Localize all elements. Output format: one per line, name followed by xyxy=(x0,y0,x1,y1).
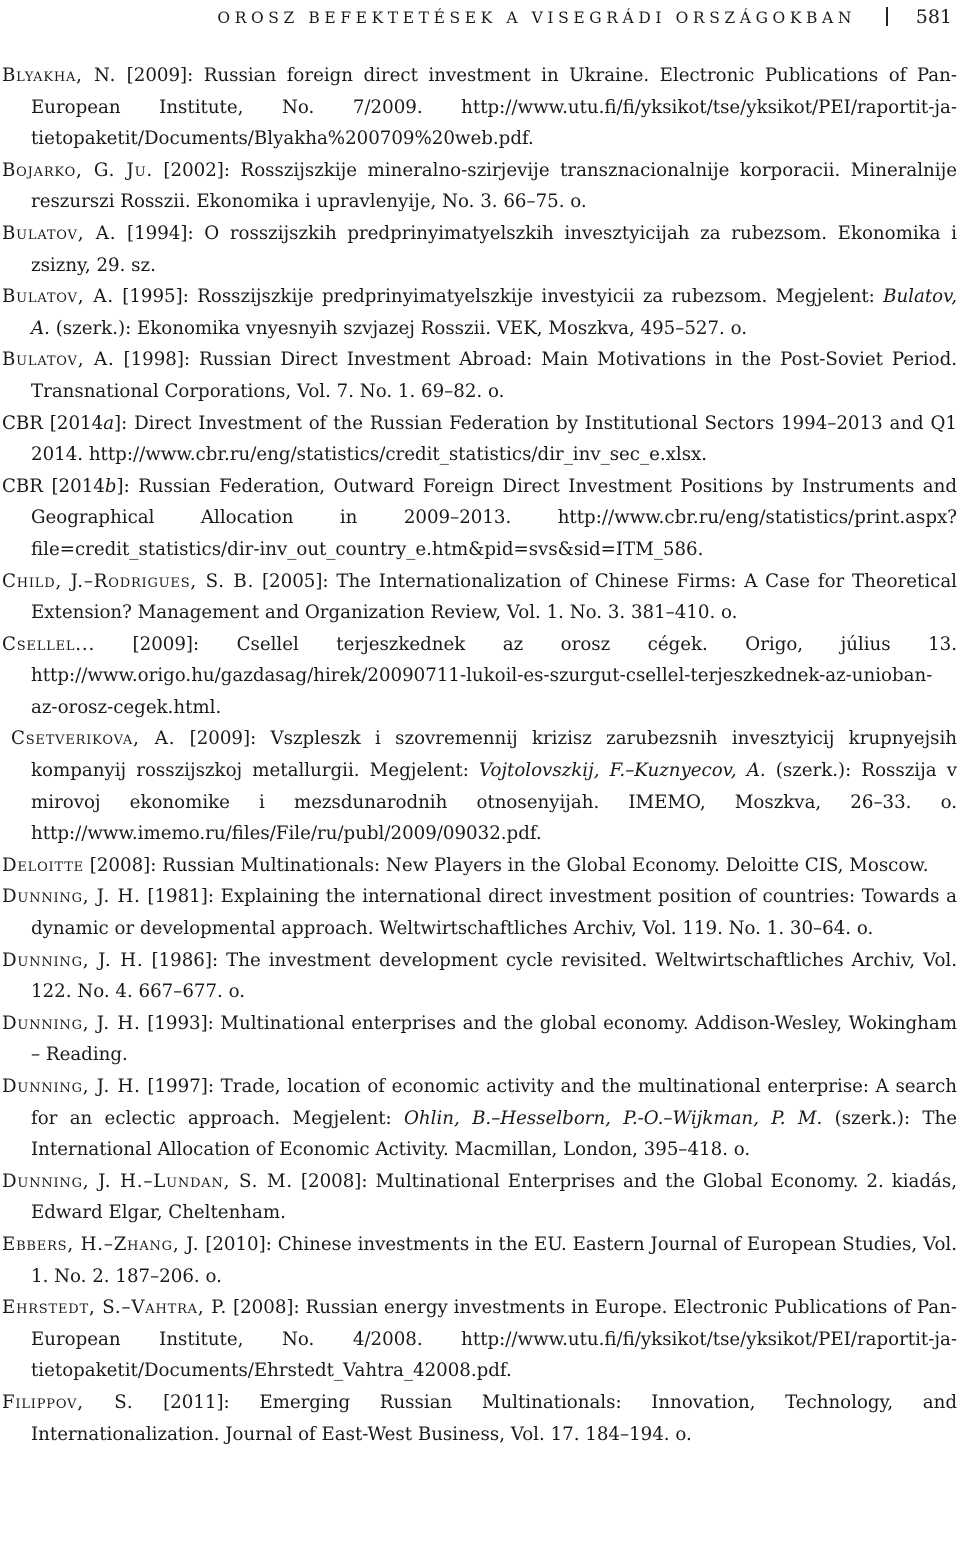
reference-entry xyxy=(2,723,957,849)
reference-author: Csellel... xyxy=(2,633,96,655)
reference-author: Filippov, S. xyxy=(2,1391,134,1413)
reference-entry xyxy=(2,1229,957,1292)
reference-entry xyxy=(2,850,957,882)
reference-entry xyxy=(2,344,957,407)
reference-text: [1981]: Explaining the international direct investment position of countries: Towards a dynamic or developmental approach. Weltwirtschaftliches Archiv, Vol. 119. No. 1. 30–64. o. xyxy=(31,886,957,940)
reference-entry xyxy=(2,1292,957,1387)
reference-entry xyxy=(2,155,957,218)
reference-author: Bulatov, A. xyxy=(2,286,114,308)
reference-author: Dunning, J. H. xyxy=(2,886,141,908)
reference-entry xyxy=(2,1071,957,1166)
reference-text: (szerk.): Ekonomika vnyesnyih szvjazej Rosszii. VEK, Moszkva, 495–527. o. xyxy=(49,317,748,339)
reference-text: [2008]: Russian Multinationals: New Players in the Global Economy. Deloitte CIS, Moscow. xyxy=(83,854,929,876)
reference-editor: Ohlin, B.–Hesselborn, P.-O.–Wijkman, P. M. xyxy=(404,1107,823,1129)
reference-entry xyxy=(2,881,957,944)
reference-entry xyxy=(2,1387,957,1450)
reference-text: [2009]: Russian foreign direct investment in Ukraine. Electronic Publications of Pan-European Institute, No. 7/2009. http://www.utu.fi/fi/yksikot/tse/yksikot/PEI/raportit-ja-tietopaketit/Documents/Blyakha%200709%20web.pdf. xyxy=(31,65,957,150)
reference-entry xyxy=(2,566,957,629)
reference-entry xyxy=(2,60,957,155)
reference-suffix: a xyxy=(103,412,115,434)
reference-text: [2008]: Multinational Enterprises and the Global Economy. 2. kiadás, Edward Elgar, Cheltenham. xyxy=(31,1170,957,1224)
reference-suffix: b xyxy=(104,475,117,497)
reference-text: [1997]: Trade, location of economic activity and the multinational enterprise: A search for an eclectic approach. Megjelent: xyxy=(31,1076,957,1129)
reference-editor: Vojtolovszkij, F.–Kuznyecov, A. xyxy=(478,760,766,782)
reference-entry xyxy=(2,945,957,1008)
reference-entry xyxy=(2,1166,957,1229)
reference-text: [2002]: Rosszijszkije mineralno-szirjevije transznacionalnije korporacii. Mineralnije reszurszi Rosszii. Ekonomika i upravlenyije, No. 3. 66–75. o. xyxy=(31,159,957,213)
reference-entry xyxy=(2,408,957,471)
header-divider xyxy=(886,7,888,26)
running-title: OROSZ BEFEKTETÉSEK A VISEGRÁDI ORSZÁGOKBAN xyxy=(217,9,856,27)
page-header xyxy=(0,6,960,30)
reference-lead: CBR [2014 xyxy=(2,475,105,497)
reference-author: Dunning, J. H.–Lundan, S. M. xyxy=(2,1170,293,1192)
reference-editor: Bulatov, A. xyxy=(31,286,957,339)
reference-text: [1986]: The investment development cycle revisited. Weltwirtschaftliches Archiv, Vol. 122. No. 4. 667–677. o. xyxy=(31,949,957,1003)
reference-author: Csetverikova, A. xyxy=(11,728,176,750)
reference-text: [2011]: Emerging Russian Multinationals: Innovation, Technology, and Internationalization. Journal of East-West Business, Vol. 17. 184–194. o. xyxy=(31,1391,958,1445)
reference-text: [1995]: Rosszijszkije predprinyimatyelszkije investyicii za rubezsom. Megjelent: xyxy=(113,286,884,308)
reference-entry xyxy=(2,1008,957,1071)
reference-text: [1998]: Russian Direct Investment Abroad: Main Motivations in the Post-Soviet Period. Transnational Corporations, Vol. 7. No. 1. 69–82. o. xyxy=(31,349,957,402)
reference-author: Child, J.–Rodrigues, S. B. xyxy=(2,570,255,592)
reference-entry xyxy=(2,281,957,344)
reference-entry xyxy=(2,471,957,566)
reference-author: Bulatov, A. xyxy=(2,222,117,244)
reference-text: [1993]: Multinational enterprises and the global economy. Addison-Wesley, Wokingham – Reading. xyxy=(31,1012,957,1066)
reference-text: [2009]: Csellel terjeszkednek az orosz cégek. Origo, július 13. http://www.origo.hu/gazdasag/hirek/20090711-lukoil-es-szurgut-csellel-terjeszkednek-az-unioban-az-orosz-cegek.html. xyxy=(31,633,957,718)
reference-author: Dunning, J. H. xyxy=(2,949,144,971)
reference-text: [2010]: Chinese investments in the EU. Eastern Journal of European Studies, Vol. 1. No. 2. 187–206. o. xyxy=(31,1233,957,1287)
reference-author: Dunning, J. H. xyxy=(2,1012,141,1034)
reference-text: [2009]: Vszpleszk i szovremennij krizisz zarubezsnih invesztyicij krupnyejsih kompanyij rosszijszkoj metallurgii. Megjelent: xyxy=(31,728,957,782)
reference-author: Deloitte xyxy=(2,854,84,876)
reference-author: Ehrstedt, S.–Vahtra, P. xyxy=(2,1297,228,1319)
reference-author: Bojarko, G. Ju. xyxy=(2,159,153,181)
page-number: 581 xyxy=(915,6,952,28)
reference-lead: CBR [2014 xyxy=(2,412,104,434)
reference-entry xyxy=(2,218,957,281)
reference-text: [1994]: O rosszijszkih predprinyimatyelszkih invesztyicijah za rubezsom. Ekonomika i zsizny, 29. sz. xyxy=(31,222,957,276)
reference-text: (szerk.): Rosszija v mirovoj ekonomike i mezsdunarodnih otnosenyijah. IMEMO, Moszkva, 26–33. o. http://www.imemo.ru/files/File/ru/publ/2009/09032.pdf. xyxy=(31,760,957,845)
reference-author: Bulatov, A. xyxy=(2,349,115,371)
reference-text: ]: Russian Federation, Outward Foreign Direct Investment Positions by Instruments and Geographical Allocation in 2009–2013. http://www.cbr.ru/eng/statistics/print.aspx?file=credit_statistics/dir-inv_out_country_e.htm&pid=svs&sid=ITM_586. xyxy=(31,475,958,560)
reference-text: ]: Direct Investment of the Russian Federation by Institutional Sectors 1994–2013 and Q1 2014. http://www.cbr.ru/eng/statistics/credit_statistics/dir_inv_sec_e.xlsx. xyxy=(31,412,957,466)
reference-list xyxy=(0,60,960,1450)
reference-text: [2005]: The Internationalization of Chinese Firms: A Case for Theoretical Extension? Management and Organization Review, Vol. 1. No. 3. 381–410. o. xyxy=(31,570,958,624)
reference-entry xyxy=(2,629,957,724)
reference-text: [2008]: Russian energy investments in Europe. Electronic Publications of Pan-European Institute, No. 4/2008. http://www.utu.fi/fi/yksikot/tse/yksikot/PEI/raportit-ja-tietopaketit/Documents/Ehrstedt_Vahtra_42008.pdf. xyxy=(31,1297,957,1382)
reference-author: Blyakha, N. xyxy=(2,65,117,86)
reference-author: Dunning, J. H. xyxy=(2,1076,141,1097)
reference-author: Ebbers, H.–Zhang, J. xyxy=(2,1233,200,1255)
reference-text: (szerk.): The International Allocation of Economic Activity. Macmillan, London, 395–418. o. xyxy=(31,1107,958,1161)
